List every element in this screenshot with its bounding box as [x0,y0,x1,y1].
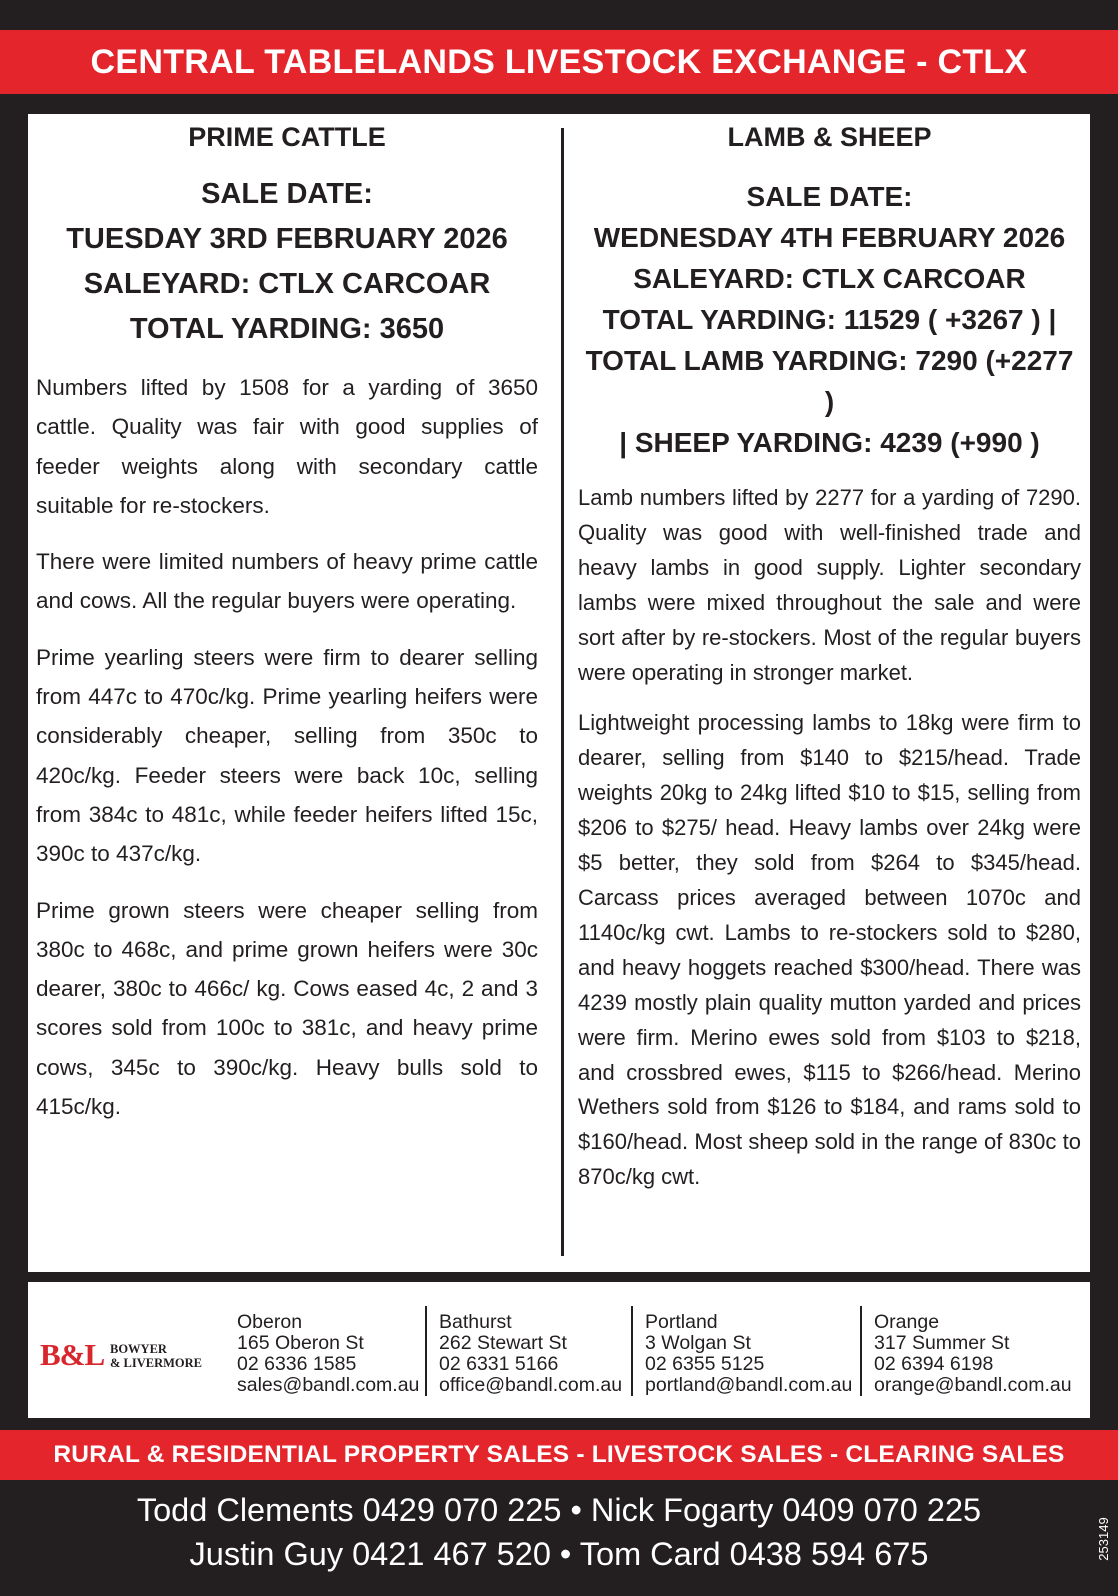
office-portland [645,1312,852,1396]
office-name: Bathurst [439,1311,512,1333]
office-address: 165 Oberon St [237,1332,364,1354]
office-email[interactable]: portland@bandl.com.au [645,1374,853,1396]
cattle-report-body [36,368,538,1126]
sheep-sale-heading [578,176,1081,463]
heading-line: SALEYARD: CTLX CARCOAR [633,263,1026,294]
report-paragraph: Prime yearling steers were firm to dearer selling from 447c to 470c/kg. Prime yearling heifers were considerably cheaper, selling from 350c to 420c/kg. Feeder steers were back 10c, selling from 384c to 481c, while feeder heifers lifted 15c, 390c to 437c/kg. [36,644,538,867]
office-divider [631,1306,633,1396]
report-paragraph: There were limited numbers of heavy prime cattle and cows. All the regular buyers were operating. [36,549,538,614]
office-contacts [28,1282,1090,1418]
report-paragraph: Lightweight processing lambs to 18kg were firm to dearer, selling from $140 to $215/head. Trade weights 20kg to 24kg lifted $10 to $15, selling from $206 to $275/ head. Heavy lambs over 24kg were $5 better, they sold from $264 to $345/head. Carcass prices averaged between 1070c and 1140c/kg cwt. Lambs to re-stockers sold to $280, and heavy hoggets reached $300/head. There was 4239 mostly plain quality mutton yarded and prices were firm. Merino ewes sold from $103 to $218, and crossbred ewes, $115 to $266/head. Merino Wethers sold from $126 to $184, and rams sold to $160/head. Most sheep sold in the range of 830c to 870c/kg cwt. [578,710,1081,1190]
office-address: 262 Stewart St [439,1332,567,1354]
heading-line: SALEYARD: CTLX CARCOAR [83,268,491,300]
office-phone[interactable]: 02 6355 5125 [645,1353,765,1375]
bandl-logo [40,1338,226,1372]
office-phone[interactable]: 02 6336 1585 [237,1353,357,1375]
office-name: Portland [645,1311,718,1333]
cattle-section-title: PRIME CATTLE [188,122,386,152]
heading-line: TOTAL YARDING: 3650 [129,313,445,345]
heading-line: TUESDAY 3RD FEBRUARY 2026 [66,223,508,255]
logo-mark: B&L [40,1337,105,1372]
cattle-sale-heading [36,172,538,352]
services-banner: RURAL & RESIDENTIAL PROPERTY SALES - LIVESTOCK SALES - CLEARING SALES [0,1430,1118,1480]
agent-line: Justin Guy 0421 467 520 • Tom Card 0438 594 675 [189,1536,929,1572]
logo-line: BOWYER [110,1342,167,1356]
heading-line: SALE DATE: [746,181,913,212]
office-divider [860,1306,862,1396]
ad-reference-number: 253149 [1096,1517,1111,1561]
office-orange [874,1312,1072,1396]
heading-line: | SHEEP YARDING: 4239 (+990 ) [619,427,1040,458]
logo-wordmark [110,1342,202,1370]
sheep-column [578,114,1081,1211]
office-name: Orange [874,1311,940,1333]
logo-line: & LIVERMORE [110,1356,203,1370]
office-bathurst [439,1312,622,1396]
sheep-report-body [578,481,1081,1195]
report-paragraph: Numbers lifted by 1508 for a yarding of 3650 cattle. Quality was fair with good supplies of feeder weights along with secondary cattle suitable for re-stockers. [36,375,538,518]
office-name: Oberon [237,1311,303,1333]
office-address: 3 Wolgan St [645,1332,751,1354]
report-paragraph: Prime grown steers were cheaper selling from 380c to 468c, and prime grown heifers were 30c dearer, 380c to 466c/ kg. Cows eased 4c, 2 and 3 scores sold from 100c to 381c, and heavy prime cows, 345c to 390c/kg. Heavy bulls sold to 415c/kg. [36,897,538,1120]
report-paragraph: Lamb numbers lifted by 2277 for a yarding of 7290. Quality was good with well-finished trade and heavy lambs in good supply. Lighter secondary lambs were mixed throughout the sale and were sort after by re-stockers. Most of the regular buyers were operating in stronger market. [578,485,1081,685]
sale-report [28,114,1090,1272]
office-divider [425,1306,427,1396]
agent-line: Todd Clements 0429 070 225 • Nick Fogarty 0409 070 225 [136,1492,982,1528]
agent-contacts [0,1488,1118,1576]
office-address: 317 Summer St [874,1332,1010,1354]
office-oberon [237,1312,419,1396]
office-phone[interactable]: 02 6394 6198 [874,1353,994,1375]
heading-line: SALE DATE: [201,178,373,210]
heading-line: TOTAL YARDING: 11529 ( +3267 ) | [602,304,1057,335]
office-email[interactable]: sales@bandl.com.au [237,1374,420,1396]
header-title: CENTRAL TABLELANDS LIVESTOCK EXCHANGE - CTLX [0,30,1118,94]
heading-line: TOTAL LAMB YARDING: 7290 (+2277 ) [585,345,1074,417]
office-email[interactable]: orange@bandl.com.au [874,1374,1072,1396]
cattle-column [36,114,538,1143]
sheep-section-title: LAMB & SHEEP [727,122,932,152]
office-email[interactable]: office@bandl.com.au [439,1374,623,1396]
office-phone[interactable]: 02 6331 5166 [439,1353,559,1375]
column-divider [561,128,564,1256]
heading-line: WEDNESDAY 4TH FEBRUARY 2026 [593,222,1066,253]
